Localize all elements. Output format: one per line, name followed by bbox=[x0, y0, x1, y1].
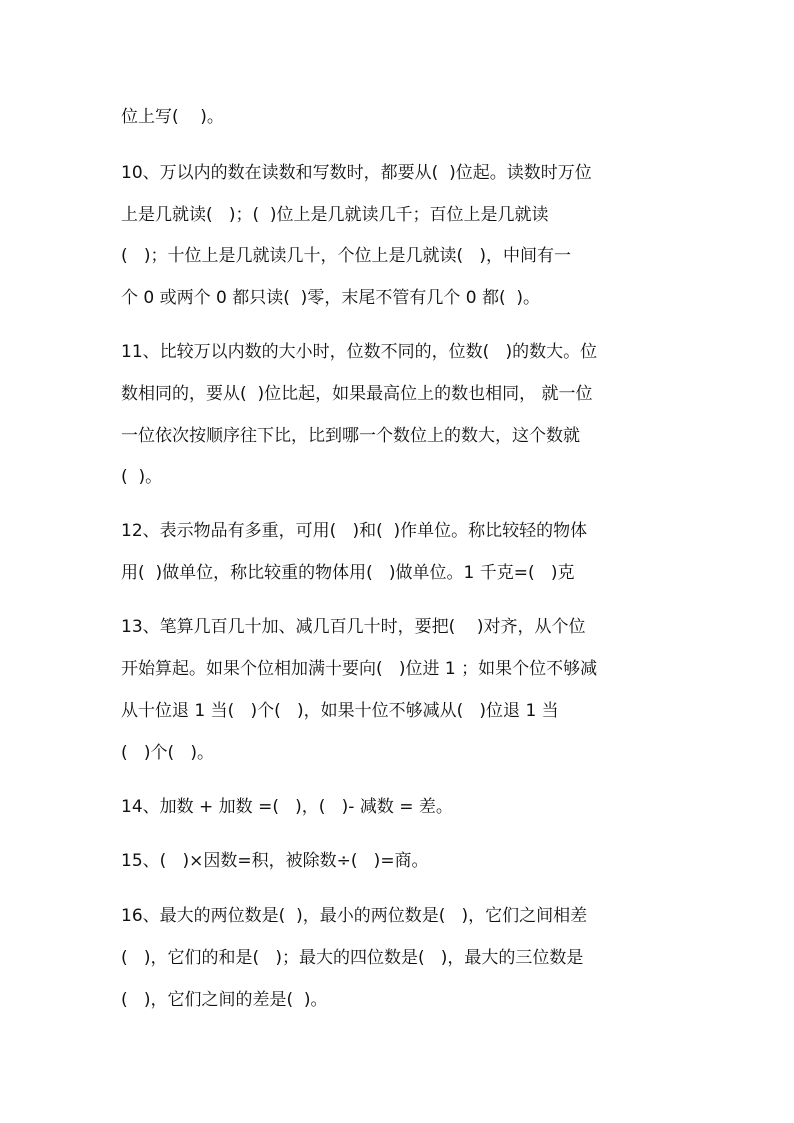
question-10-line-3: ( )；十位上是几就读几十，个位上是几就读( )，中间有一 bbox=[121, 246, 571, 266]
question-11-line-4: ( )。 bbox=[121, 467, 163, 487]
question-16-line-2: ( )，它们的和是( )；最大的四位数是( )，最大的三位数是 bbox=[121, 948, 584, 968]
worksheet-page bbox=[121, 0, 681, 1123]
question-15-line: 15、( )×因数=积，被除数÷( )=商。 bbox=[121, 851, 429, 871]
question-13-line-2: 开始算起。如果个位相加满十要向( )位进 1 ；如果个位不够减 bbox=[121, 659, 598, 679]
question-12-line-2: 用( )做单位，称比较重的物体用( )做单位。1 千克=( )克 bbox=[121, 563, 575, 583]
question-14-line: 14、加数 + 加数 =( )，( )- 减数 = 差。 bbox=[121, 797, 453, 817]
question-13-line-3: 从十位退 1 当( )个( )，如果十位不够减从( )位退 1 当 bbox=[121, 701, 559, 721]
question-16-line-3: ( )，它们之间的差是( )。 bbox=[121, 990, 328, 1010]
text-line: 位上写( )。 bbox=[121, 107, 224, 127]
question-11-line-1: 11、比较万以内数的大小时，位数不同的，位数( )的数大。位 bbox=[121, 342, 598, 362]
question-11-line-2: 数相同的，要从( )位比起，如果最高位上的数也相同， 就一位 bbox=[121, 384, 593, 404]
question-11-line-3: 一位依次按顺序往下比，比到哪一个数位上的数大，这个数就 bbox=[121, 426, 580, 446]
question-10-line-4: 个 0 或两个 0 都只读( )零，末尾不管有几个 0 都( )。 bbox=[121, 288, 541, 308]
question-13-line-1: 13、笔算几百几十加、减几百几十时，要把( )对齐，从个位 bbox=[121, 617, 586, 637]
question-10-line-1: 10、万以内的数在读数和写数时，都要从( )位起。读数时万位 bbox=[121, 163, 592, 183]
question-12-line-1: 12、表示物品有多重，可用( )和( )作单位。称比较轻的物体 bbox=[121, 521, 588, 541]
question-16-line-1: 16、最大的两位数是( )，最小的两位数是( )，它们之间相差 bbox=[121, 906, 588, 926]
question-13-line-4: ( )个( )。 bbox=[121, 743, 214, 763]
question-10-line-2: 上是几就读( )；( )位上是几就读几千；百位上是几就读 bbox=[121, 205, 549, 225]
